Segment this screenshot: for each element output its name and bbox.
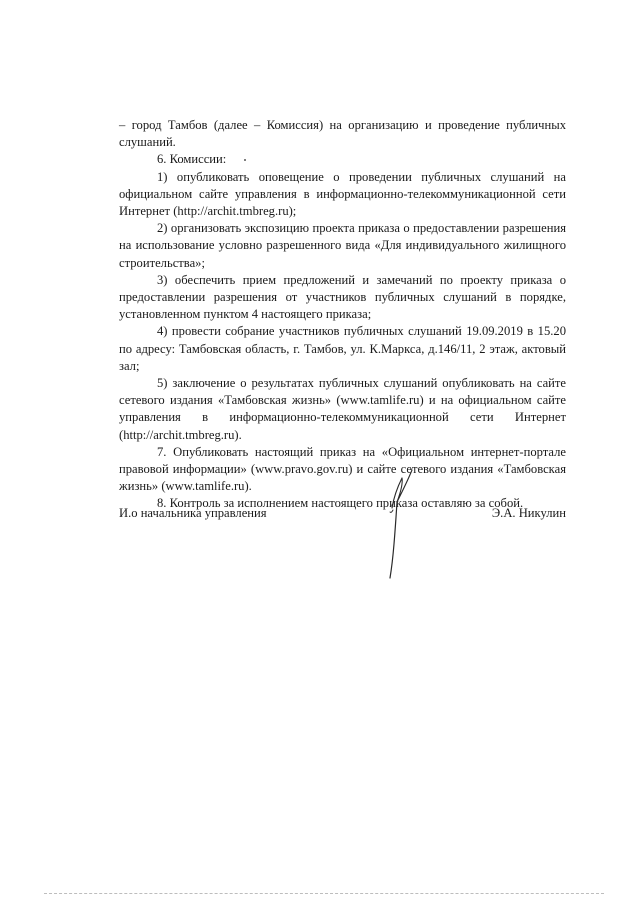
paragraph-item-6: 6. Комиссии: (157, 152, 227, 167)
paragraph-commission-intro: – город Тамбов (далее – Комиссия) на организацию и проведение публичных слушаний. (119, 118, 566, 150)
paragraph-item-7: 7. Опубликовать настоящий приказ на «Официальном интернет-портале правовой информации» (www.pravo.gov.ru) и сайте сетевого издания «Тамбовская жизнь» (www.tamlife.ru). (119, 444, 566, 494)
document-body (119, 117, 566, 513)
paragraph-subitem-4: 4) провести собрание участников публичных слушаний 19.09.2019 в 15.20 по адресу: Тамбовская область, г. Тамбов, ул. К.Маркса, д.146/11, 2 этаж, актовый зал; (119, 324, 566, 373)
paragraph-subitem-1: 1) опубликовать оповещение о проведении публичных слушаний на официальном сайте управления в информационно-телекоммуникационной сети Интернет (http://archit.tmbreg.ru); (119, 169, 566, 219)
handwritten-signature-icon (372, 466, 420, 582)
paragraph-subitem-3: 3) обеспечить прием предложений и замечаний по проекту приказа о предоставлении разрешения от участников публичных слушаний в порядке, установленном пунктом 4 настоящего приказа; (119, 272, 566, 322)
scan-edge-line (44, 893, 604, 895)
paragraph-item-8: 8. Контроль за исполнением настоящего приказа оставляю за собой. (157, 496, 524, 511)
signatory-name: Э.А. Никулин (491, 506, 566, 520)
signatory-role: И.о начальника управления (119, 506, 267, 520)
scan-speck (244, 159, 246, 161)
paragraph-subitem-2: 2) организовать экспозицию проекта приказа о предоставлении разрешения на использование условно разрешенного вида «Для индивидуального жилищного строительства»; (119, 221, 566, 270)
paragraph-subitem-5: 5) заключение о результатах публичных слушаний опубликовать на сайте сетевого издания «Тамбовская жизнь» (www.tamlife.ru) и на официальном сайте управления в информационно-телекоммуникационной сети Интернет (http://archit.tmbreg.ru). (119, 376, 566, 442)
